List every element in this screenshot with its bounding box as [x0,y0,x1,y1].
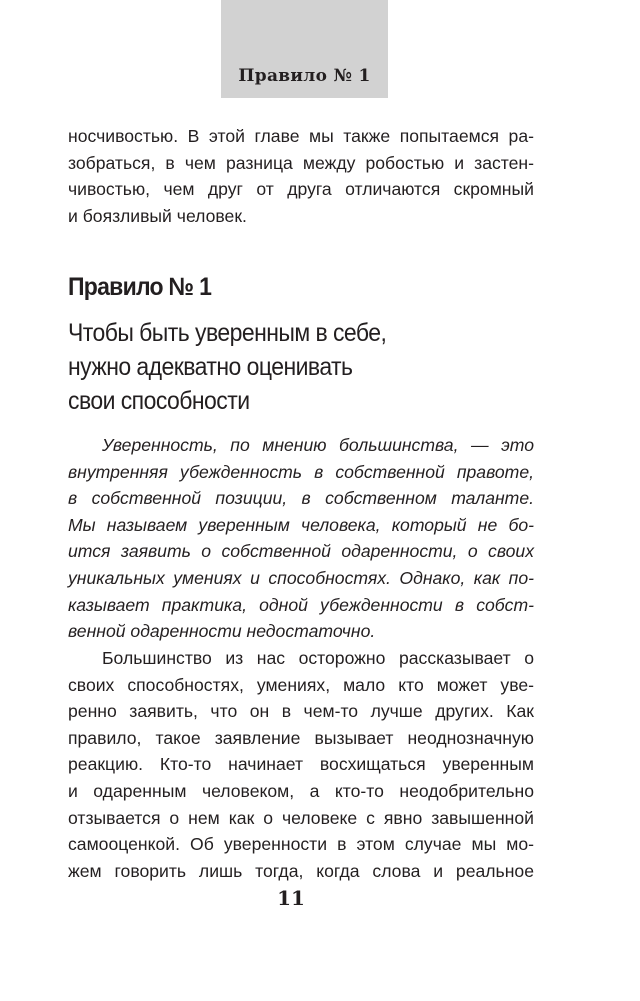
text-line: чивостью, чем друг от друга отличаются скромный [68,179,534,200]
text-line: реакцию. Кто-то начинает восхищаться уверенным [68,754,534,775]
chapter-title: Правило № 1 [68,273,212,301]
running-head-title: Правило № 1 [238,66,371,86]
text-line: зобраться, в чем разница между робостью и застен- [68,152,534,173]
text-line: ится заявить о собственной одаренности, о своих [68,541,534,562]
subtitle-line: нужно адекватно оценивать [68,353,353,381]
epigraph-paragraph [68,432,534,645]
text-line: в собственной позиции, в собственном таланте. [68,488,534,509]
text-line: правило, такое заявление вызывает неоднозначную [68,727,534,748]
text-line: Уверенность, по мнению большинства, — это [102,435,534,455]
page-number: 11 [277,886,305,910]
text-line: внутренняя убежденность в собственной правоте, [68,461,534,482]
main-paragraph [68,645,534,884]
text-line: самооценкой. Об уверенности в этом случае мы мо- [68,834,534,855]
chapter-subtitle [68,316,510,418]
text-line: своих способностях, умениях, мало кто может уве- [68,674,534,695]
text-line: Большинство из нас осторожно рассказывает о [102,648,534,668]
text-line: и боязливый человек. [68,205,247,226]
running-head-box [221,0,388,98]
text-line: казывает практика, одной убежденности в собст- [68,594,534,615]
subtitle-line: Чтобы быть уверенным в себе, [68,319,387,347]
text-line: Мы называем уверенным человека, который не бо- [68,514,534,535]
text-line: отзывается о нем как о человеке с явно завышенной [68,807,534,828]
text-line: и одаренным человеком, а кто-то неодобрительно [68,780,534,801]
text-line: венной одаренности недостаточно. [68,621,376,642]
text-line: жем говорить лишь тогда, когда слова и реальное [68,860,534,881]
subtitle-line: свои способности [68,387,250,415]
text-line: уникальных умениях и способностях. Однако, как по- [68,567,534,588]
text-line: носчивостью. В этой главе мы также попытаемся ра- [68,126,534,146]
intro-paragraph [68,123,534,229]
text-line: ренно заявить, что он в чем-то лучше других. Как [68,701,534,722]
